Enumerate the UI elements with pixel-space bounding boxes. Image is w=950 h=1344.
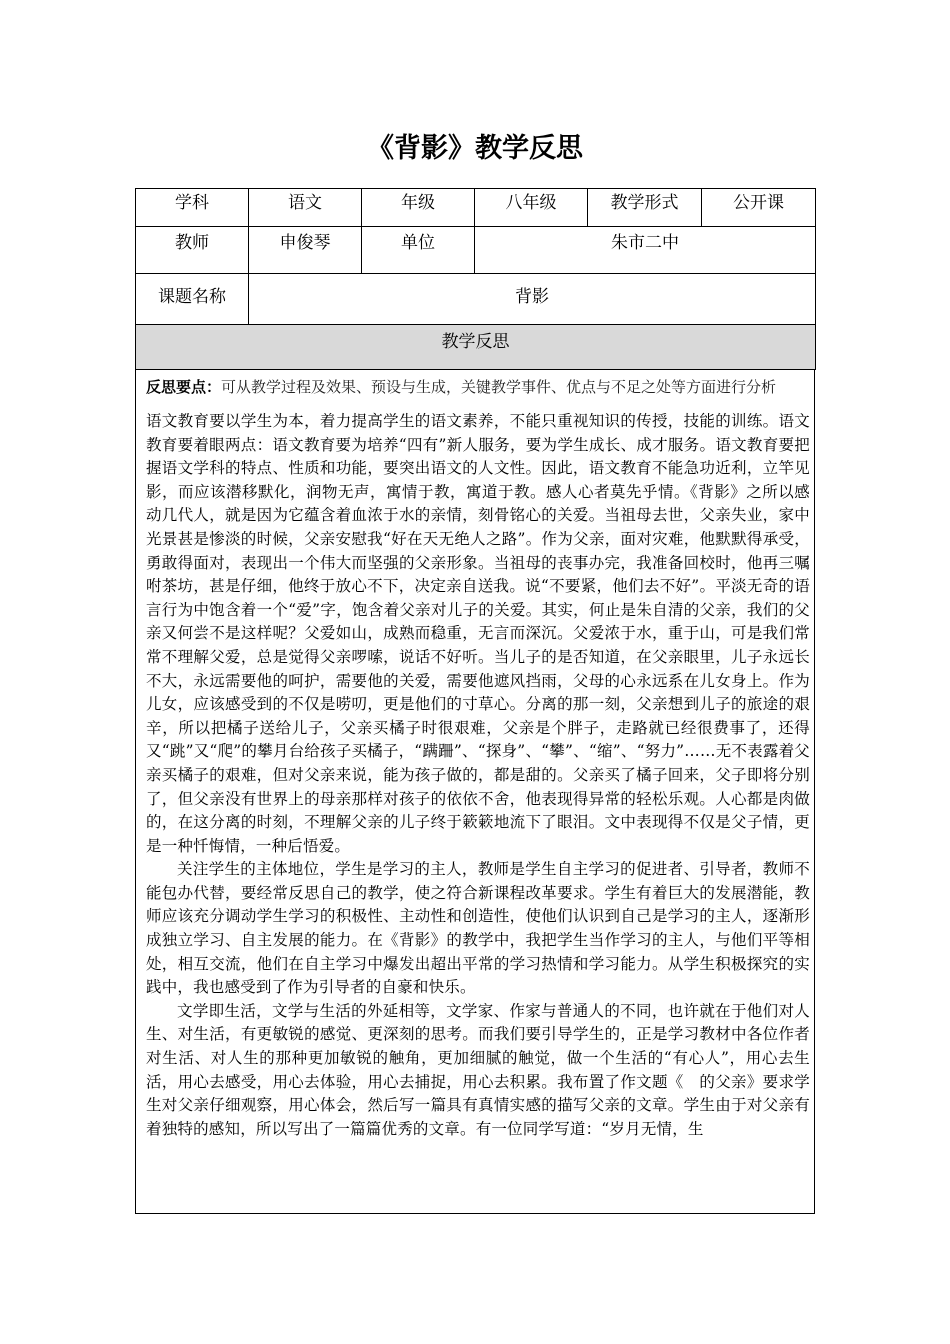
teacher-label: 教师	[175, 233, 209, 253]
page-title: 《背影》教学反思	[367, 133, 583, 164]
unit-label: 单位	[401, 233, 435, 253]
subject-label: 学科	[175, 193, 209, 213]
reflection-content	[136, 410, 814, 1141]
subject-value-cell	[249, 189, 362, 227]
form-label: 教学形式	[610, 193, 679, 213]
hint-text: 可从教学过程及效果、预设与生成，关键教学事件、优点与不足之处等方面进行分析	[221, 378, 777, 396]
form-value-cell	[702, 189, 816, 227]
form-label-cell	[588, 189, 702, 227]
unit-label-cell	[362, 227, 475, 274]
topic-value: 背影	[515, 287, 549, 307]
grade-label: 年级	[401, 193, 435, 213]
reflection-paragraph-2: 关注学生的主体地位，学生是学习的主人，教师是学生自主学习的促进者、引导者，教师不能包办代替，要经常反思自己的教学，使之符合新课程改革要求。学生有着巨大的发展潜能，教师应该充分调动学生学习的积极性、主动性和创造性，使他们认识到自己是学习的主人，逐渐形成独立学习、自主发展的能力。在《背影》的教学中，我把学生当作学习的主人，与他们平等相处，相互交流，他们在自主学习中爆发出超出平常的学习热情和学习能力。从学生积极探究的实践中，我也感受到了作为引导者的自豪和快乐。	[146, 860, 810, 997]
teacher-label-cell	[136, 227, 249, 274]
hint-label: 反思要点：	[146, 378, 222, 396]
teacher-value: 申俊琴	[279, 233, 331, 253]
reflection-paragraph-3: 文学即生活，文学与生活的外延相等，文学家、作家与普通人的不同，也许就在于他们对人生、对生活，有更敏锐的感觉、更深刻的思考。而我们要引导学生的，正是学习教材中各位作者对生活、对人生的那种更加敏锐的触角，更加细腻的触觉，做一个生活的“有心人”，用心去生活，用心去感受，用心去体验，用心去捕捉，用心去积累。我布置了作文题《 的父亲》要求学生对父亲仔细观察，用心体会，然后写一篇具有真情实感的描写父亲的文章。学生由于对父亲有着独特的感知，所以写出了一篇篇优秀的文章。有一位同学写道：“岁月无情，生	[146, 1001, 810, 1138]
unit-value-cell	[475, 227, 816, 274]
section-header-cell	[136, 325, 816, 370]
info-row-teacher	[136, 227, 816, 274]
unit-value: 朱市二中	[611, 233, 679, 253]
section-header: 教学反思	[441, 332, 510, 352]
reflection-hint	[136, 370, 814, 404]
info-table	[135, 188, 816, 370]
topic-label-cell	[136, 274, 249, 325]
reflection-paragraph-1: 语文教育要以学生为本，着力提高学生的语文素养，不能只重视知识的传授，技能的训练。语文教育要着眼两点：语文教育要为培养“四有”新人服务，要为学生成长、成才服务。语文教育要把握语文学科的特点、性质和功能，要突出语文的人文性。因此，语文教育不能急功近利，立竿见影，而应该潜移默化，润物无声，寓情于教，寓道于教。感人心者莫先乎情。《背影》之所以感动几代人，就是因为它蕴含着血浓于水的亲情，刻骨铭心的关爱。当祖母去世，父亲失业，家中光景甚是惨淡的时候，父亲安慰我“好在天无绝人之路”。作为父亲，面对灾难，他默默得承受，勇敢得面对，表现出一个伟大而坚强的父亲形象。当祖母的丧事办完，我准备回校时，他再三嘱咐茶坊，甚是仔细，他终于放心不下，决定亲自送我。说“不要紧，他们去不好”。平淡无奇的语言行为中饱含着一个“爱”字，饱含着父亲对儿子的关爱。其实，何止是朱自清的父亲，我们的父亲又何尝不是这样呢？父爱如山，成熟而稳重，无言而深沉。父爱浓于水，重于山，可是我们常常不理解父爱，总是觉得父亲啰嗦，说话不好听。当儿子的是否知道，在父亲眼里，儿子永远长不大，永远需要他的呵护，需要他的关爱，需要他遮风挡雨，父母的心永远系在儿女身上。作为儿女，应该感受到的不仅是唠叨，更是他们的寸草心。分离的那一刻，父亲想到儿子的旅途的艰辛，所以把橘子送给儿子，父亲买橘子时很艰难，父亲是个胖子，走路就已经很费事了，还得又“跳”又“爬”的攀月台给孩子买橘子，“蹒跚”、“探身”、“攀”、“缩”、“努力”……无不表露着父亲买橘子的艰难，但对父亲来说，能为孩子做的，都是甜的。父亲买了橘子回来，父子即将分别了，但父亲没有世界上的母亲那样对孩子的依依不舍，他表现得异常的轻松乐观。人心都是肉做的，在这分离的时刻，不理解父亲的儿子终于簌簌地流下了眼泪。文中表现得不仅是父子情，更是一种忏悔情，一种后悟爱。	[146, 412, 810, 855]
grade-value: 八年级	[505, 193, 557, 213]
subject-value: 语文	[288, 193, 322, 213]
reflection-body	[135, 370, 815, 1214]
subject-label-cell	[136, 189, 249, 227]
topic-value-cell	[249, 274, 816, 325]
grade-label-cell	[362, 189, 475, 227]
info-row-subject	[136, 189, 816, 227]
grade-value-cell	[475, 189, 588, 227]
info-row-topic	[136, 274, 816, 325]
form-value: 公开课	[733, 193, 784, 213]
teacher-value-cell	[249, 227, 362, 274]
section-header-row	[136, 325, 816, 370]
topic-label: 课题名称	[158, 287, 226, 307]
